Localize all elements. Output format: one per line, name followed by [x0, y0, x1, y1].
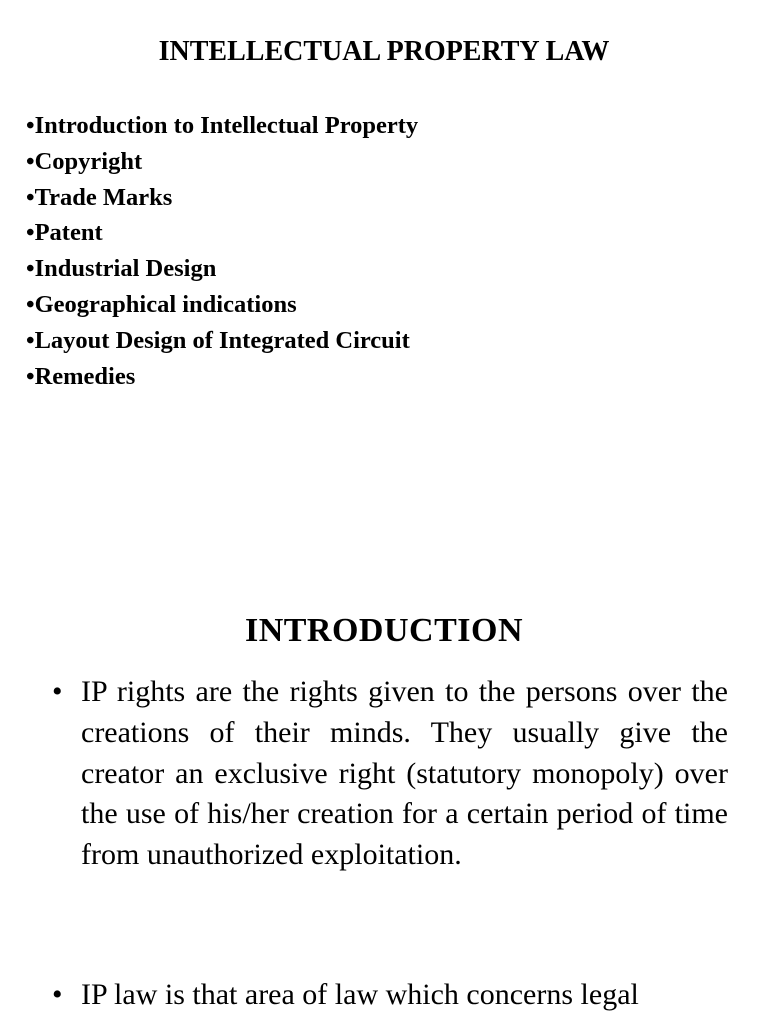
bullet-icon: • [52, 675, 63, 708]
list-item-label: Patent [34, 219, 103, 247]
list-item [26, 215, 726, 251]
list-item-label: Remedies [34, 362, 136, 390]
section-title: INTRODUCTION [244, 612, 524, 649]
bullet-icon: • [26, 183, 35, 211]
bullet-icon: • [26, 362, 35, 390]
bullet-icon: • [52, 978, 63, 1011]
bullet-icon: • [26, 255, 35, 283]
paragraph-text: IP rights are the rights given to the persons over the creations of their minds. They usually give the creator an exclusive right (statutory monopoly) over the use of his/her creation for a certain period of time from unauthorized exploitation. [81, 675, 728, 872]
list-item-label: Introduction to Intellectual Property [34, 112, 419, 139]
list-item-label: Layout Design of Integrated Circuit [34, 326, 410, 354]
list-item [26, 180, 726, 216]
bullet-icon: • [26, 147, 35, 175]
bullet-icon: • [26, 219, 35, 247]
bullet-icon: • [26, 326, 35, 354]
paragraph-text: IP law is that area of law which concerns legal [81, 978, 639, 1011]
paragraph [50, 672, 728, 876]
list-item-label: Industrial Design [34, 255, 217, 283]
list-item-label: Trade Marks [34, 183, 173, 211]
list-item [26, 251, 726, 287]
list-item [26, 144, 726, 180]
paragraph [50, 975, 728, 1016]
list-item [26, 287, 726, 323]
list-item-label: Geographical indications [34, 290, 297, 318]
bullet-icon: • [26, 290, 35, 318]
bullet-icon: • [26, 112, 35, 139]
list-item [26, 108, 726, 144]
list-item [26, 323, 726, 359]
topic-list [26, 108, 726, 394]
list-item [26, 359, 726, 395]
page-title: INTELLECTUAL PROPERTY LAW [158, 36, 610, 67]
list-item-label: Copyright [34, 147, 143, 175]
